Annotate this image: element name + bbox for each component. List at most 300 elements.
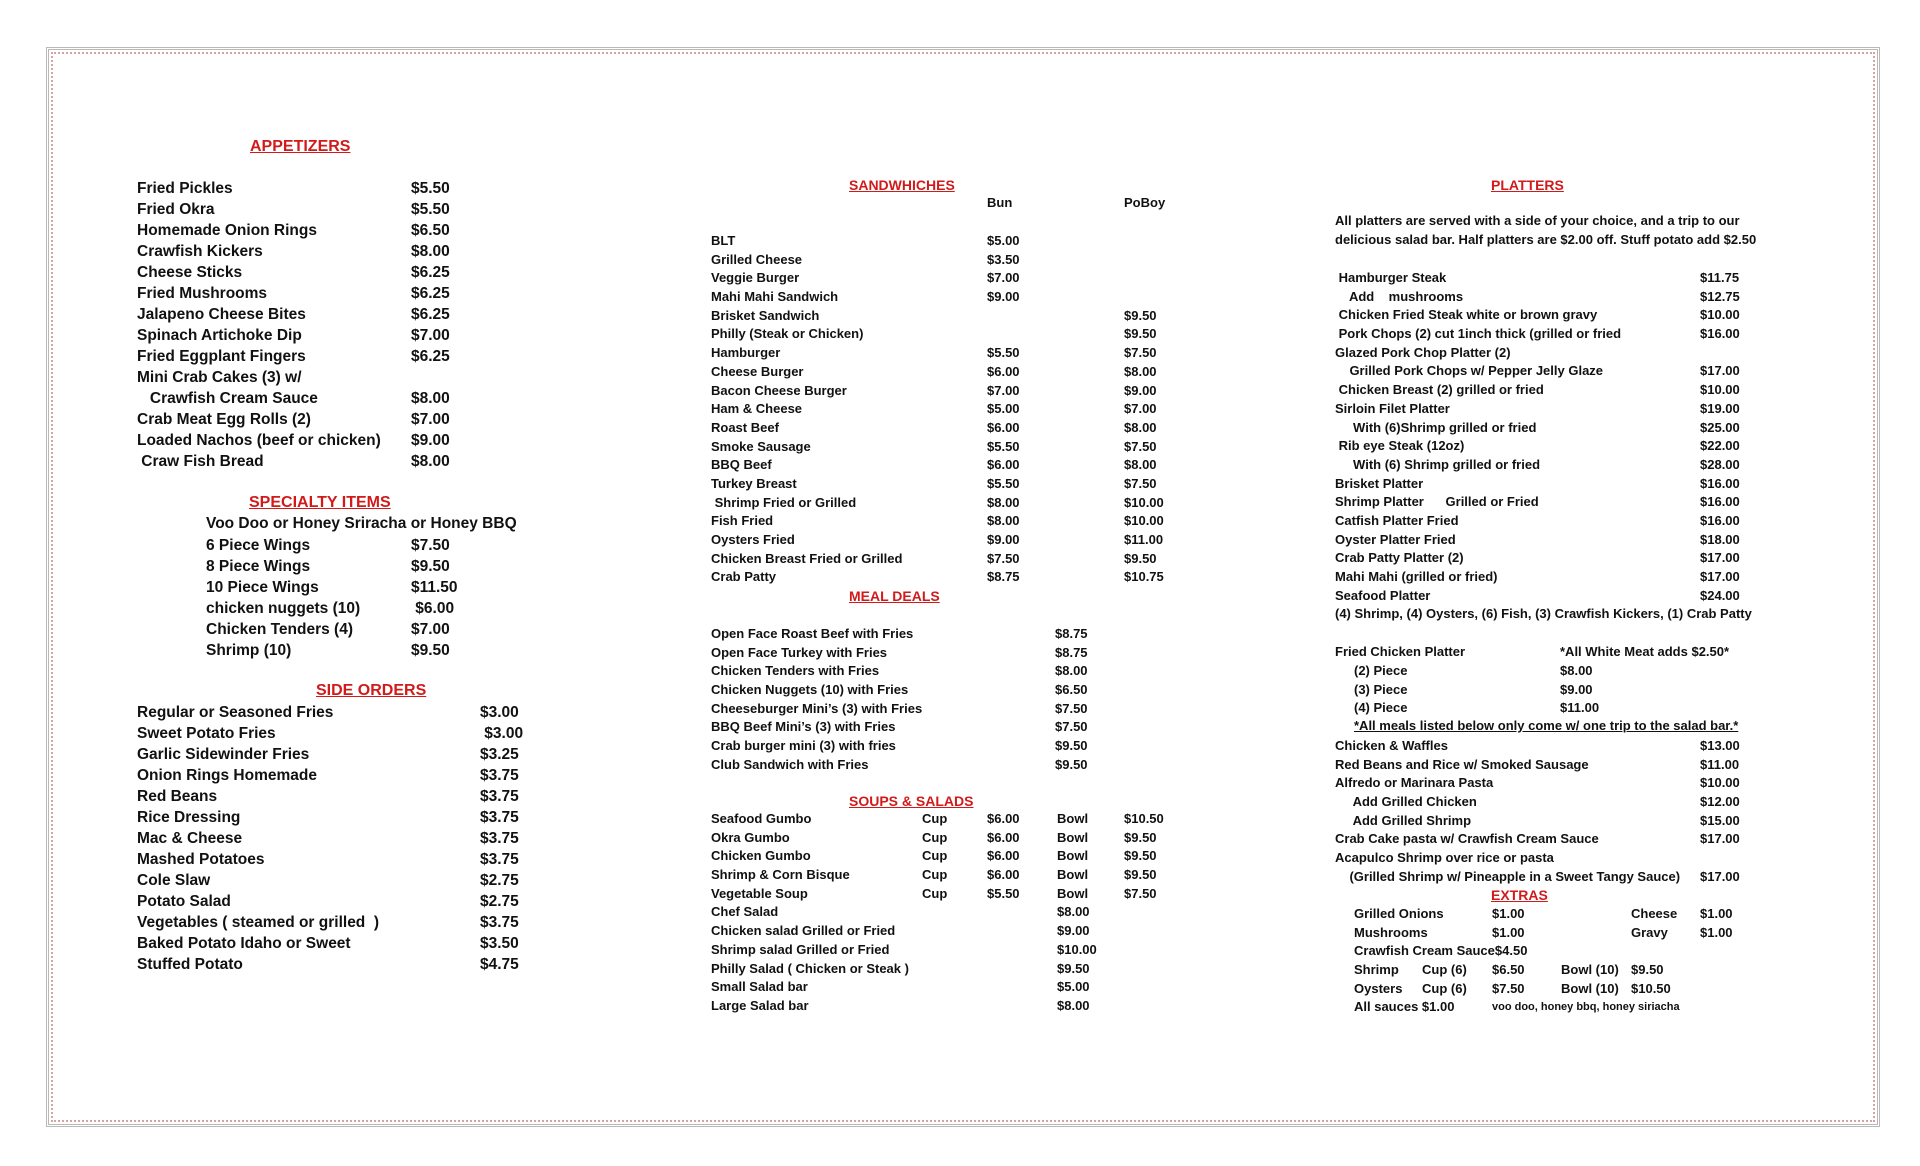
meal-name: Acapulco Shrimp over rice or pasta	[1335, 850, 1554, 866]
extra-grilled-onions-price: $1.00	[1492, 906, 1525, 921]
poboy-price: $9.50	[1124, 550, 1157, 566]
sandwich-name: Roast Beef	[711, 419, 779, 435]
menu-item-price: $7.00	[411, 621, 450, 638]
menu-item-price: $7.00	[411, 327, 450, 344]
platter-row	[1335, 512, 1815, 531]
extra-oysters-cup: Cup (6)	[1422, 980, 1467, 996]
cup-label: Cup	[922, 885, 948, 901]
specialty-subtitle: Voo Doo or Honey Sriracha or Honey BBQ	[206, 515, 517, 532]
platter-name: Chicken Breast (2) grilled or fried	[1335, 382, 1544, 398]
extra-mushrooms: Mushrooms	[1354, 924, 1428, 940]
cup-label: Cup	[922, 829, 948, 845]
extras-row-sauces	[1354, 998, 1774, 1017]
sandwich-name: Chicken Breast Fried or Grilled	[711, 550, 903, 566]
platter-row	[1335, 531, 1815, 550]
extra-oysters-bowl: Bowl (10)	[1561, 980, 1619, 996]
chicken-piece-price: $8.00	[1560, 663, 1593, 678]
fried-chicken-pieces	[1354, 662, 1674, 718]
meal-deal-row	[711, 718, 1131, 737]
menu-item-price: $3.75	[480, 809, 519, 826]
platter-row	[1335, 605, 1815, 624]
soup-salad-row	[711, 978, 1191, 997]
cup-price: $6.00	[987, 811, 1020, 826]
platter-price: $19.00	[1700, 400, 1740, 416]
chicken-piece-name: (2) Piece	[1354, 663, 1408, 678]
meal-name: Alfredo or Marinara Pasta	[1335, 775, 1494, 791]
meal-deal-name: Crab burger mini (3) with fries	[711, 738, 896, 754]
menu-item	[137, 849, 537, 870]
bun-price: $8.75	[987, 569, 1020, 585]
sandwich-name: Hamburger	[711, 345, 781, 361]
platter-price: $17.00	[1700, 363, 1740, 379]
menu-item-price: $6.25	[411, 348, 450, 365]
platters-heading: PLATTERS	[1491, 177, 1564, 193]
menu-item	[206, 556, 506, 577]
sandwich-row	[711, 363, 1191, 382]
menu-item-name: Homemade Onion Rings	[137, 222, 317, 239]
soups-salads-heading: SOUPS & SALADS	[849, 793, 974, 809]
cup-label: Cup	[922, 811, 948, 826]
meal-deals-heading: MEAL DEALS	[849, 588, 940, 604]
sandwich-row	[711, 307, 1191, 326]
menu-item-price: $6.25	[411, 306, 450, 323]
soup-salad-row	[711, 903, 1191, 922]
menu-item-name: Craw Fish Bread	[137, 453, 264, 470]
meal-name: Add Grilled Shrimp	[1335, 812, 1472, 828]
menu-item-price: $7.50	[411, 537, 450, 554]
meal-price: $11.00	[1700, 756, 1740, 772]
menu-item-price: $6.50	[411, 222, 450, 239]
menu-item	[137, 241, 537, 262]
extra-grilled-onions: Grilled Onions	[1354, 906, 1444, 921]
sandwich-row	[711, 475, 1191, 494]
platter-row	[1335, 437, 1815, 456]
soup-salad-row	[711, 885, 1191, 904]
platter-name: Chicken Fried Steak white or brown gravy	[1335, 307, 1598, 323]
meal-deal-row	[711, 681, 1131, 700]
menu-item	[137, 430, 537, 451]
menu-item-name: Cheese Sticks	[137, 264, 243, 281]
extra-cheese-price: $1.00	[1700, 906, 1733, 921]
chicken-piece-row	[1354, 681, 1674, 700]
meal-row	[1335, 793, 1815, 812]
bowl-price: $7.50	[1124, 885, 1157, 901]
cup-label: Cup	[922, 848, 948, 864]
sandwich-row	[711, 400, 1191, 419]
sandwich-name: Cheese Burger	[711, 363, 804, 379]
meal-deal-row	[711, 662, 1131, 681]
poboy-column-header: PoBoy	[1124, 195, 1166, 210]
meal-row	[1335, 737, 1815, 756]
soup-salad-row	[711, 941, 1191, 960]
soup-salad-name: Large Salad bar	[711, 997, 809, 1013]
bowl-label: $9.00	[1057, 923, 1090, 939]
sandwich-row	[711, 251, 1191, 270]
platter-name: Shrimp Platter Grilled or Fried	[1335, 494, 1539, 510]
menu-item-name: Crab Meat Egg Rolls (2)	[137, 411, 311, 428]
meal-name: Crab Cake pasta w/ Crawfish Cream Sauce	[1335, 831, 1599, 847]
bowl-price: $10.50	[1124, 811, 1164, 826]
bun-price: $8.00	[987, 494, 1020, 510]
bun-price: $5.00	[987, 233, 1020, 248]
platter-price: $16.00	[1700, 494, 1740, 510]
platter-row	[1335, 493, 1815, 512]
meal-price: $17.00	[1700, 831, 1740, 847]
extra-shrimp-bowl: Bowl (10)	[1561, 962, 1619, 978]
extra-cheese: Cheese	[1631, 906, 1678, 921]
extra-shrimp-bowl-price: $9.50	[1631, 962, 1664, 978]
meal-name: Red Beans and Rice w/ Smoked Sausage	[1335, 756, 1589, 772]
bun-price: $5.50	[987, 475, 1020, 491]
menu-item-name: Stuffed Potato	[137, 956, 243, 973]
extra-shrimp: Shrimp	[1354, 962, 1399, 978]
poboy-price: $9.00	[1124, 382, 1157, 398]
poboy-price: $8.00	[1124, 457, 1157, 473]
meal-row	[1335, 849, 1815, 868]
platter-price: $10.00	[1700, 307, 1740, 323]
bowl-price: $9.50	[1124, 829, 1157, 845]
bowl-label: $8.00	[1057, 997, 1090, 1013]
meal-deal-row	[711, 700, 1131, 719]
meal-name: Chicken & Waffles	[1335, 738, 1448, 753]
bowl-label: $5.00	[1057, 979, 1090, 995]
chicken-piece-name: (3) Piece	[1354, 681, 1408, 697]
sandwich-name: Bacon Cheese Burger	[711, 382, 847, 398]
menu-item-price: $3.75	[480, 914, 519, 931]
bowl-label: Bowl	[1057, 885, 1089, 901]
platter-name: Hamburger Steak	[1335, 270, 1447, 285]
specialty-list	[206, 535, 506, 661]
menu-item-name: Loaded Nachos (beef or chicken)	[137, 432, 381, 449]
cup-price: $6.00	[987, 848, 1020, 864]
sandwich-row	[711, 382, 1191, 401]
platter-row	[1335, 475, 1815, 494]
menu-item-name: Crawfish Kickers	[137, 243, 263, 260]
meal-deal-name: Chicken Nuggets (10) with Fries	[711, 682, 909, 698]
menu-item	[137, 304, 537, 325]
chicken-piece-row	[1354, 662, 1674, 681]
menu-item-name: Crawfish Cream Sauce	[137, 390, 318, 407]
sandwich-row	[711, 550, 1191, 569]
bun-price: $6.00	[987, 363, 1020, 379]
menu-item	[137, 954, 537, 975]
meal-deal-price: $9.50	[1055, 738, 1088, 754]
soup-salad-name: Vegetable Soup	[711, 885, 808, 901]
soup-salad-row	[711, 960, 1191, 979]
menu-item-name: Spinach Artichoke Dip	[137, 327, 302, 344]
menu-item	[137, 367, 537, 388]
poboy-price: $7.50	[1124, 475, 1157, 491]
meal-deal-name: Cheeseburger Mini’s (3) with Fries	[711, 700, 923, 716]
platter-price: $22.00	[1700, 438, 1740, 454]
menu-item-price: $3.00	[480, 725, 524, 742]
menu-item-name: Mini Crab Cakes (3) w/	[137, 369, 302, 386]
sandwich-name: BLT	[711, 233, 736, 248]
extra-sauces-list: voo doo, honey bbq, honey siriacha	[1492, 1001, 1680, 1014]
bowl-price: $9.50	[1124, 867, 1157, 883]
sandwich-name: Oysters Fried	[711, 532, 795, 547]
bowl-label: Bowl	[1057, 867, 1089, 883]
menu-item	[137, 786, 537, 807]
meal-deal-price: $8.00	[1055, 663, 1088, 679]
bun-price: $6.00	[987, 457, 1020, 473]
specialty-heading-part2: ITEMS	[341, 494, 391, 511]
menu-item-name: 6 Piece Wings	[206, 537, 311, 554]
extra-gravy: Gravy	[1631, 924, 1668, 940]
meal-name: Add Grilled Chicken	[1335, 794, 1477, 810]
platter-row	[1335, 456, 1815, 475]
soup-salad-name: Chicken salad Grilled or Fried	[711, 923, 896, 939]
poboy-price: $8.00	[1124, 419, 1157, 435]
poboy-price: $10.00	[1124, 513, 1164, 529]
menu-item	[137, 346, 537, 367]
sandwich-row	[711, 232, 1191, 251]
platter-name: Crab Patty Platter (2)	[1335, 550, 1464, 566]
platter-price: $16.00	[1700, 512, 1740, 528]
menu-item-name: Red Beans	[137, 788, 218, 805]
soup-salad-name: Chicken Gumbo	[711, 848, 811, 864]
sandwich-name: Mahi Mahi Sandwich	[711, 289, 839, 305]
meal-deals-list	[711, 625, 1131, 775]
extras-row-oysters	[1354, 980, 1774, 999]
bun-price: $5.50	[987, 345, 1020, 361]
sandwiches-heading: SANDWHICHES	[849, 177, 955, 193]
meal-deal-row	[711, 644, 1131, 663]
menu-item	[206, 640, 506, 661]
menu-item-name: Jalapeno Cheese Bites	[137, 306, 306, 323]
bun-price: $7.50	[987, 550, 1020, 566]
platter-name: (4) Shrimp, (4) Oysters, (6) Fish, (3) Crawfish Kickers, (1) Crab Patty	[1335, 606, 1752, 622]
menu-item-name: Fried Okra	[137, 201, 215, 218]
extras-row-shrimp	[1354, 961, 1774, 980]
poboy-price: $10.00	[1124, 494, 1164, 510]
extras-row-onions-cheese	[1354, 905, 1774, 924]
menu-item	[137, 262, 537, 283]
bun-price: $3.50	[987, 251, 1020, 267]
extra-oysters: Oysters	[1354, 980, 1403, 996]
platters-intro-line2: delicious salad bar. Half platters are $2.00 off. Stuff potato add $2.50	[1335, 232, 1757, 247]
extra-oysters-bowl-price: $10.50	[1631, 980, 1671, 996]
chicken-piece-price: $9.00	[1560, 681, 1593, 697]
bun-price: $7.00	[987, 382, 1020, 398]
platter-row	[1335, 362, 1815, 381]
platter-price: $17.00	[1700, 569, 1740, 584]
platter-name: Glazed Pork Chop Platter (2)	[1335, 344, 1511, 360]
meal-deal-name: Open Face Roast Beef with Fries	[711, 626, 914, 641]
soup-salad-name: Philly Salad ( Chicken or Steak )	[711, 960, 909, 976]
soup-salad-row	[711, 997, 1191, 1016]
menu-item-name: Fried Pickles	[137, 180, 233, 197]
menu-item	[137, 199, 537, 220]
menu-item	[137, 723, 537, 744]
extra-mushrooms-price: $1.00	[1492, 924, 1525, 940]
sandwich-row	[711, 438, 1191, 457]
sandwich-row	[711, 494, 1191, 513]
menu-item	[137, 828, 537, 849]
platter-name: Sirloin Filet Platter	[1335, 400, 1450, 416]
platter-row	[1335, 381, 1815, 400]
menu-item	[137, 744, 537, 765]
sandwich-name: Turkey Breast	[711, 475, 797, 491]
menu-item-name: 10 Piece Wings	[206, 579, 319, 596]
bun-price: $6.00	[987, 419, 1020, 435]
meal-row	[1335, 868, 1815, 887]
menu-item-price: $4.75	[480, 956, 519, 973]
side-orders-heading: SIDE ORDERS	[316, 682, 427, 699]
soup-salad-name: Seafood Gumbo	[711, 811, 812, 826]
cup-price: $6.00	[987, 829, 1020, 845]
appetizers-list	[137, 178, 537, 472]
bowl-price: $9.50	[1124, 848, 1157, 864]
soup-salad-name: Shrimp salad Grilled or Fried	[711, 941, 890, 957]
menu-item-price: $5.50	[411, 201, 450, 218]
menu-item-name: 8 Piece Wings	[206, 558, 311, 575]
menu-item	[137, 870, 537, 891]
menu-item	[137, 451, 537, 472]
menu-item-name: chicken nuggets (10)	[206, 600, 361, 617]
platter-name: With (6)Shrimp grilled or fried	[1335, 419, 1537, 435]
menu-item-name: Chicken Tenders (4)	[206, 621, 354, 638]
platter-price: $11.75	[1700, 270, 1740, 285]
menu-item-price: $6.00	[411, 600, 455, 617]
menu-item	[137, 807, 537, 828]
platter-name: Pork Chops (2) cut 1inch thick (grilled or fried	[1335, 326, 1622, 342]
bowl-label: Bowl	[1057, 848, 1089, 864]
menu-item	[137, 388, 537, 409]
extra-oysters-cup-price: $7.50	[1492, 980, 1525, 996]
platter-name: Catfish Platter Fried	[1335, 512, 1459, 528]
platter-row	[1335, 306, 1815, 325]
meal-price: $15.00	[1700, 812, 1740, 828]
menu-item-price: $9.50	[411, 642, 450, 659]
meal-deal-row	[711, 625, 1131, 644]
bun-price: $9.00	[987, 532, 1020, 547]
menu-item	[137, 702, 537, 723]
menu-item-price: $8.00	[411, 243, 450, 260]
sandwich-name: Fish Fried	[711, 513, 774, 529]
menu-item-name: Cole Slaw	[137, 872, 211, 889]
side-orders-list	[137, 702, 537, 975]
platter-row	[1335, 587, 1815, 606]
platter-row	[1335, 400, 1815, 419]
platter-name: Oyster Platter Fried	[1335, 531, 1456, 547]
menu-item	[206, 619, 506, 640]
meal-deal-row	[711, 756, 1131, 775]
platters-list	[1335, 269, 1815, 624]
platter-name: Add mushrooms	[1335, 288, 1464, 304]
bowl-label: $8.00	[1057, 904, 1090, 920]
meal-price: $13.00	[1700, 738, 1740, 753]
sandwich-row	[711, 419, 1191, 438]
more-meals-list	[1335, 737, 1815, 887]
soup-salad-row	[711, 866, 1191, 885]
platter-price: $25.00	[1700, 419, 1740, 435]
soup-salad-name: Shrimp & Corn Bisque	[711, 867, 850, 883]
sandwich-name: Brisket Sandwich	[711, 307, 820, 323]
platter-price: $16.00	[1700, 475, 1740, 491]
menu-item-price: $3.25	[480, 746, 519, 763]
menu-item	[137, 409, 537, 430]
platter-name: With (6) Shrimp grilled or fried	[1335, 456, 1541, 472]
menu-item-name: Rice Dressing	[137, 809, 241, 826]
menu-item	[206, 598, 506, 619]
extra-shrimp-cup-price: $6.50	[1492, 962, 1525, 978]
extra-sauces: All sauces $1.00	[1354, 999, 1455, 1015]
platter-row	[1335, 269, 1815, 288]
poboy-price: $7.50	[1124, 345, 1157, 361]
bowl-label: $10.00	[1057, 941, 1097, 957]
bun-column-header: Bun	[987, 195, 1013, 210]
menu-item-price: $2.75	[480, 872, 519, 889]
menu-item	[137, 220, 537, 241]
menu-item-price: $9.00	[411, 432, 450, 449]
sandwich-name: Philly (Steak or Chicken)	[711, 326, 864, 342]
cup-price: $6.00	[987, 867, 1020, 883]
meal-price: $10.00	[1700, 775, 1740, 791]
meal-deal-name: Open Face Turkey with Fries	[711, 644, 888, 660]
menu-item	[137, 765, 537, 786]
menu-item-name: Onion Rings Homemade	[137, 767, 317, 784]
platter-price: $12.75	[1700, 288, 1740, 304]
sandwich-name: Shrimp Fried or Grilled	[711, 494, 857, 510]
menu-item-name: Baked Potato Idaho or Sweet	[137, 935, 351, 952]
platter-row	[1335, 568, 1815, 587]
menu-item-name: Mac & Cheese	[137, 830, 243, 847]
chicken-piece-price: $11.00	[1560, 700, 1600, 716]
sandwich-row	[711, 269, 1191, 288]
menu-item	[137, 283, 537, 304]
chicken-piece-row	[1354, 699, 1674, 718]
soup-salad-name: Small Salad bar	[711, 979, 808, 995]
menu-item	[137, 178, 537, 199]
meal-deal-row	[711, 737, 1131, 756]
salad-bar-note: *All meals listed below only come w/ one trip to the salad bar.*	[1354, 718, 1739, 733]
sandwich-name: Crab Patty	[711, 569, 777, 585]
platter-row	[1335, 549, 1815, 568]
bowl-label: Bowl	[1057, 829, 1089, 845]
menu-item-name: Sweet Potato Fries	[137, 725, 276, 742]
soup-salad-row	[711, 810, 1191, 829]
menu-item-price: $3.75	[480, 788, 519, 805]
menu-item	[137, 891, 537, 912]
menu-item-price: $3.75	[480, 830, 519, 847]
menu-item-name: Potato Salad	[137, 893, 231, 910]
poboy-price: $11.00	[1124, 532, 1164, 547]
sandwich-row	[711, 344, 1191, 363]
extras-list	[1354, 905, 1774, 1017]
bun-price: $5.00	[987, 401, 1020, 417]
menu-item-price: $8.00	[411, 390, 450, 407]
meal-deal-price: $6.50	[1055, 682, 1088, 698]
sandwich-name: Ham & Cheese	[711, 401, 803, 417]
sandwich-row	[711, 288, 1191, 307]
soup-salad-row	[711, 829, 1191, 848]
menu-item-price: $3.00	[480, 704, 519, 721]
menu-item-name: Fried Mushrooms	[137, 285, 268, 302]
specialty-heading-part1: SPECIALTY	[249, 494, 338, 511]
menu-item	[206, 535, 506, 556]
white-meat-note: *All White Meat adds $2.50*	[1560, 644, 1730, 659]
cup-label: Cup	[922, 867, 948, 883]
sandwich-row	[711, 568, 1191, 587]
platter-row	[1335, 419, 1815, 438]
soup-salad-name: Okra Gumbo	[711, 829, 790, 845]
sandwich-row	[711, 456, 1191, 475]
sandwich-name: Smoke Sausage	[711, 438, 811, 454]
extras-heading: EXTRAS	[1491, 887, 1548, 903]
meal-deal-price: $9.50	[1055, 756, 1088, 772]
bun-price: $8.00	[987, 513, 1020, 529]
